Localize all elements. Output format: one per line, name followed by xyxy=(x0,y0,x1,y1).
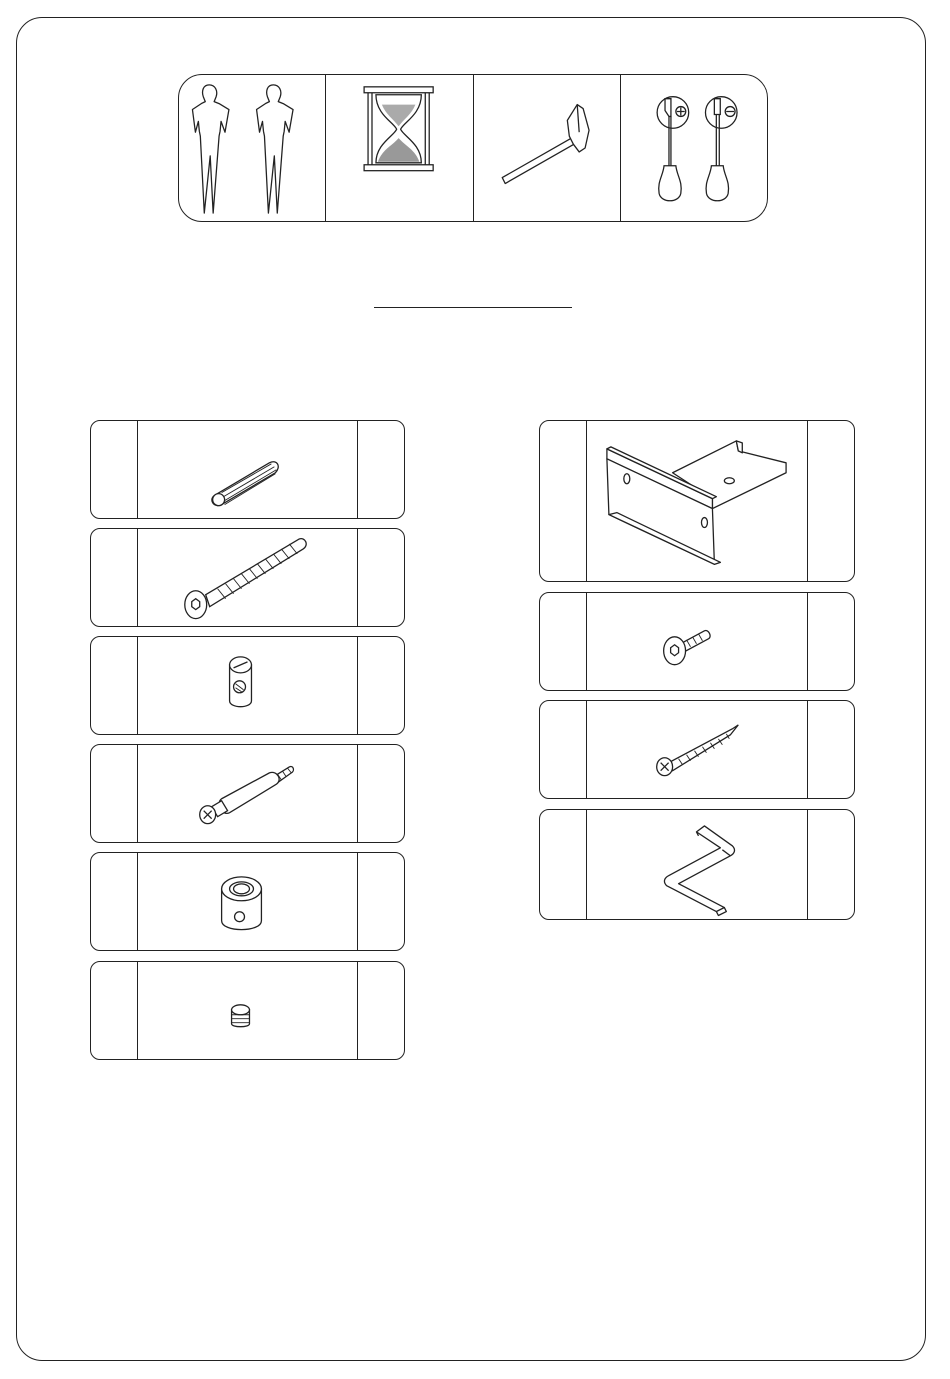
part-box-count-divider xyxy=(357,745,358,842)
part-box-3 xyxy=(90,636,405,735)
part-box-count-divider xyxy=(357,637,358,734)
part-box-count-divider xyxy=(807,421,808,581)
tool-cell-time xyxy=(326,75,473,221)
part-box-7 xyxy=(539,420,855,582)
long-hex-bolt-icon xyxy=(138,529,357,628)
hammer-icon xyxy=(474,75,620,221)
part-box-4 xyxy=(90,744,405,843)
tool-cell-people xyxy=(179,75,326,221)
two-people-icon xyxy=(179,75,325,221)
part-box-6 xyxy=(90,961,405,1060)
wood-screw-icon xyxy=(587,701,807,800)
heading-underline xyxy=(374,307,572,308)
barrel-nut-icon xyxy=(138,637,357,736)
cam-bolt-icon xyxy=(138,745,357,844)
short-hex-bolt-icon xyxy=(587,593,807,692)
part-box-10 xyxy=(539,809,855,920)
part-box-9 xyxy=(539,700,855,799)
metal-bracket-icon xyxy=(587,421,807,582)
screwdrivers-icon xyxy=(621,75,767,221)
part-box-count-divider xyxy=(357,853,358,950)
set-screw-icon xyxy=(138,962,357,1061)
part-box-count-divider xyxy=(807,810,808,919)
allen-key-icon xyxy=(587,810,807,920)
part-box-count-divider xyxy=(357,421,358,518)
part-box-8 xyxy=(539,592,855,691)
part-box-count-divider xyxy=(807,593,808,690)
hourglass-icon xyxy=(326,75,472,221)
part-box-count-divider xyxy=(357,529,358,626)
part-box-count-divider xyxy=(807,701,808,798)
part-box-count-divider xyxy=(357,962,358,1059)
wooden-dowel-icon xyxy=(138,421,357,520)
part-box-1 xyxy=(90,420,405,519)
part-box-5 xyxy=(90,852,405,951)
cross-dowel-nut-icon xyxy=(138,853,357,952)
tool-cell-screwdrivers xyxy=(621,75,767,221)
tool-requirements-strip xyxy=(178,74,768,222)
part-box-2 xyxy=(90,528,405,627)
tool-cell-hammer xyxy=(474,75,621,221)
